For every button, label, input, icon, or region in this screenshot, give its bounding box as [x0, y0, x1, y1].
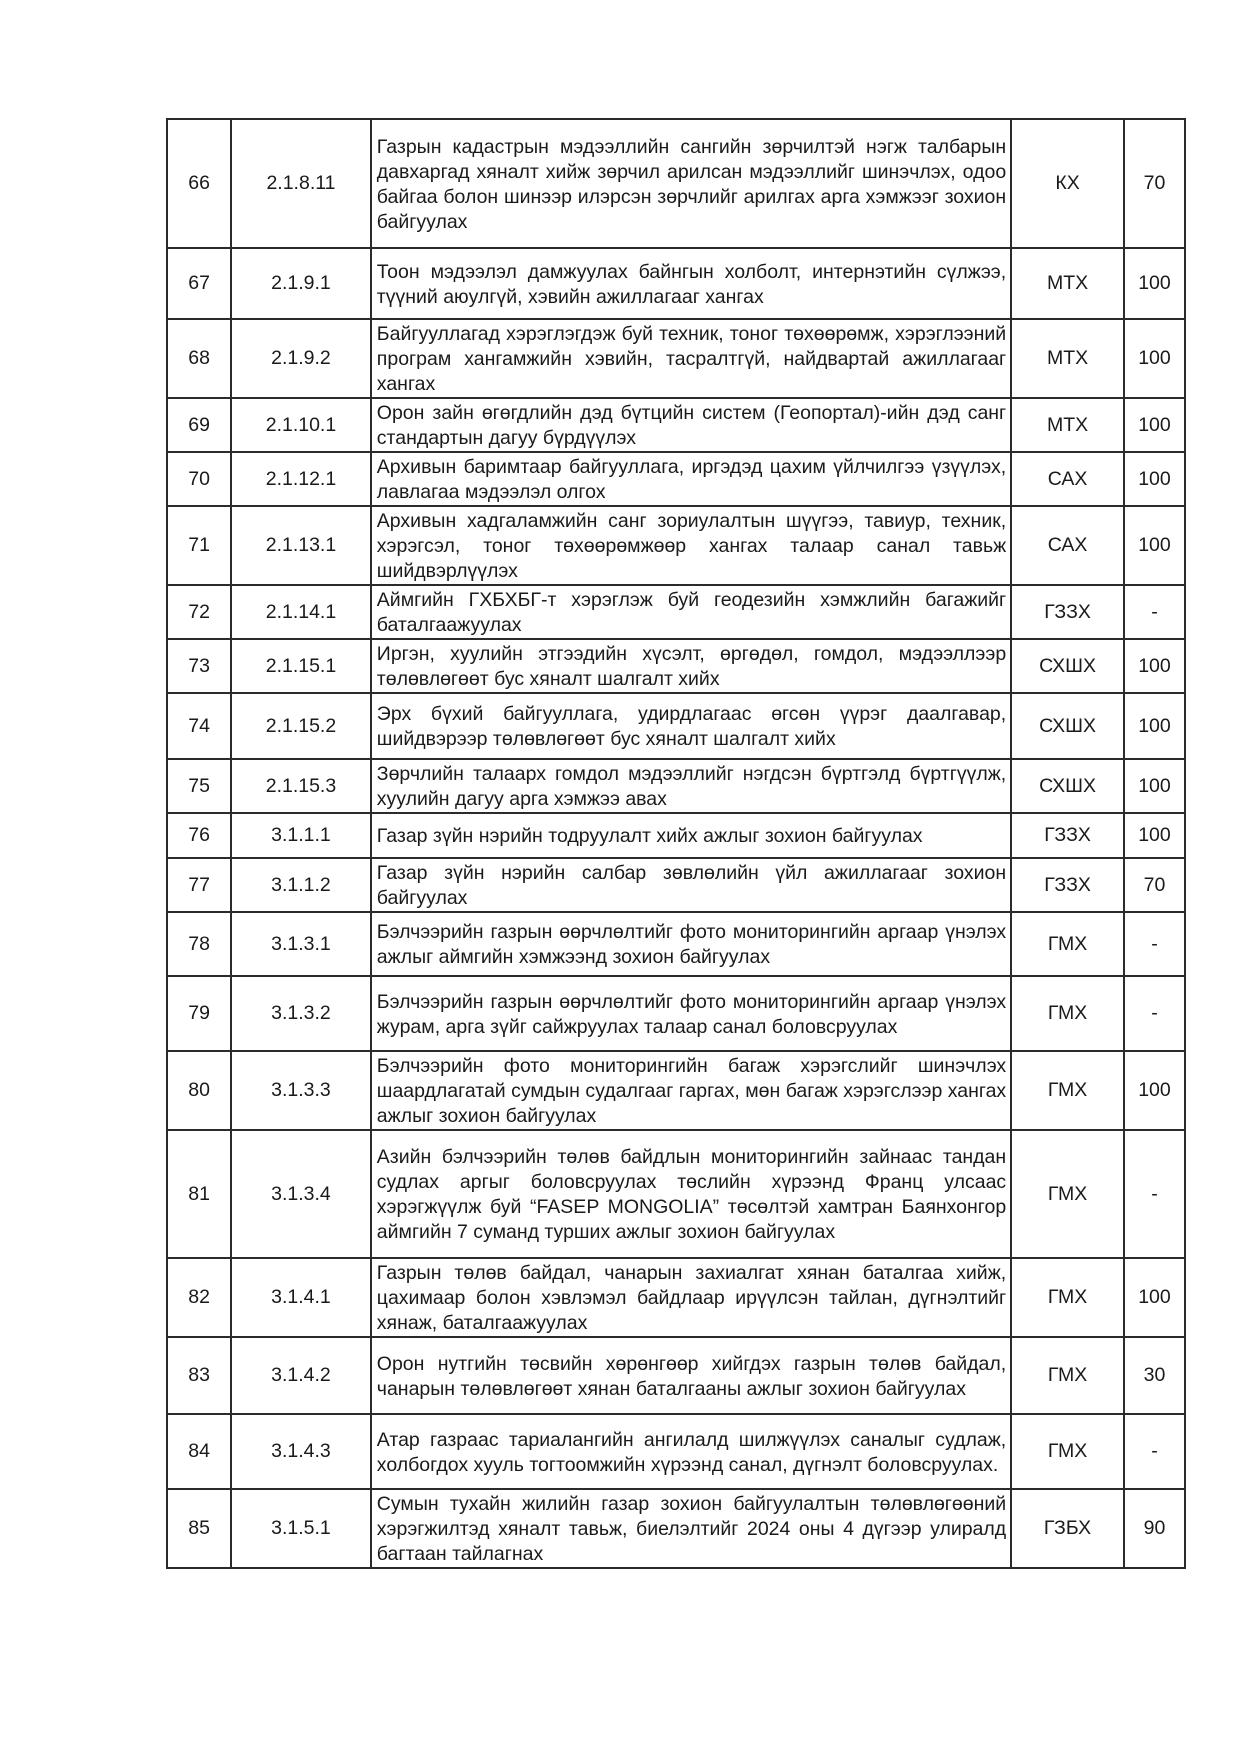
- completion-percent: 100: [1124, 813, 1185, 858]
- table-row: [167, 1258, 1185, 1337]
- row-number: 77: [167, 858, 231, 912]
- completion-percent: -: [1124, 976, 1185, 1051]
- row-number: 71: [167, 506, 231, 585]
- completion-percent: 100: [1124, 248, 1185, 319]
- table-row: [167, 912, 1185, 976]
- completion-percent: 100: [1124, 1051, 1185, 1130]
- row-number: 79: [167, 976, 231, 1051]
- table-body: [167, 119, 1185, 1568]
- completion-percent: 100: [1124, 1258, 1185, 1337]
- activity-code: 3.1.3.4: [231, 1130, 371, 1258]
- completion-percent: 70: [1124, 858, 1185, 912]
- completion-percent: 100: [1124, 759, 1185, 813]
- activity-description: Азийн бэлчээрийн төлөв байдлын мониторингийн зайнаас тандан судлах аргыг боловсруулах төслийн хүрээнд Франц улсаас хэрэгжүүлж буй “FASEP MONGOLIA” төсөлтэй хамтран Баянхонгор аймгийн 7 суманд турших ажлыг зохион байгуулах: [371, 1130, 1011, 1258]
- activity-description: Сумын тухайн жилийн газар зохион байгуулалтын төлөвлөгөөний хэрэгжилтэд хяналт тавьж, биелэлтийг 2024 оны 4 дүгээр улиралд багтаан тайлагнах: [371, 1489, 1011, 1568]
- table-row: [167, 506, 1185, 585]
- completion-percent: 100: [1124, 319, 1185, 398]
- row-number: 76: [167, 813, 231, 858]
- activity-description: Орон зайн өгөгдлийн дэд бүтцийн систем (Геопортал)-ийн дэд санг стандартын дагуу бүрдүүлэх: [371, 398, 1011, 452]
- responsible-unit: СХШХ: [1011, 639, 1124, 693]
- table-row: [167, 452, 1185, 506]
- table-row: [167, 858, 1185, 912]
- completion-percent: -: [1124, 1130, 1185, 1258]
- responsible-unit: ГМХ: [1011, 1337, 1124, 1414]
- table-row: [167, 976, 1185, 1051]
- completion-percent: 90: [1124, 1489, 1185, 1568]
- activity-code: 2.1.15.2: [231, 693, 371, 759]
- row-number: 66: [167, 119, 231, 248]
- completion-percent: -: [1124, 912, 1185, 976]
- completion-percent: 70: [1124, 119, 1185, 248]
- responsible-unit: ГЗЗХ: [1011, 813, 1124, 858]
- responsible-unit: ГМХ: [1011, 1258, 1124, 1337]
- row-number: 82: [167, 1258, 231, 1337]
- activity-code: 3.1.3.2: [231, 976, 371, 1051]
- row-number: 85: [167, 1489, 231, 1568]
- completion-percent: 100: [1124, 639, 1185, 693]
- responsible-unit: САХ: [1011, 506, 1124, 585]
- responsible-unit: ГЗЗХ: [1011, 858, 1124, 912]
- table-row: [167, 639, 1185, 693]
- responsible-unit: МТХ: [1011, 319, 1124, 398]
- activity-code: 2.1.13.1: [231, 506, 371, 585]
- table-row: [167, 319, 1185, 398]
- activity-description: Газрын кадастрын мэдээллийн сангийн зөрчилтэй нэгж талбарын давхаргад хяналт хийж зөрчил арилсан мэдээллийг шинэчлэх, одоо байгаа болон шинээр илэрсэн зөрчлийг арилгах арга хэмжээг зохион байгуулах: [371, 119, 1011, 248]
- responsible-unit: ГЗЗХ: [1011, 585, 1124, 639]
- row-number: 72: [167, 585, 231, 639]
- activity-description: Бэлчээрийн газрын өөрчлөлтийг фото мониторингийн аргаар үнэлэх журам, арга зүйг сайжруулах талаар санал боловсруулах: [371, 976, 1011, 1051]
- table-row: [167, 119, 1185, 248]
- activity-code: 3.1.3.3: [231, 1051, 371, 1130]
- action-plan-table: [166, 118, 1186, 1569]
- activity-description: Орон нутгийн төсвийн хөрөнгөөр хийгдэх газрын төлөв байдал, чанарын төлөвлөгөөт хянан баталгааны ажлыг зохион байгуулах: [371, 1337, 1011, 1414]
- row-number: 75: [167, 759, 231, 813]
- activity-code: 3.1.1.1: [231, 813, 371, 858]
- table-row: [167, 759, 1185, 813]
- activity-code: 2.1.14.1: [231, 585, 371, 639]
- completion-percent: 30: [1124, 1337, 1185, 1414]
- activity-description: Газар зүйн нэрийн тодруулалт хийх ажлыг зохион байгуулах: [371, 813, 1011, 858]
- activity-code: 2.1.9.2: [231, 319, 371, 398]
- activity-description: Тоон мэдээлэл дамжуулах байнгын холболт, интернэтийн сүлжээ, түүний аюулгүй, хэвийн ажиллагааг хангах: [371, 248, 1011, 319]
- responsible-unit: ГЗБХ: [1011, 1489, 1124, 1568]
- row-number: 73: [167, 639, 231, 693]
- activity-code: 2.1.8.11: [231, 119, 371, 248]
- responsible-unit: ГМХ: [1011, 976, 1124, 1051]
- activity-code: 3.1.3.1: [231, 912, 371, 976]
- activity-description: Байгууллагад хэрэглэгдэж буй техник, тоног төхөөрөмж, хэрэглээний програм хангамжийн хэвийн, тасралтгүй, найдвартай ажиллагааг хангах: [371, 319, 1011, 398]
- activity-description: Газрын төлөв байдал, чанарын захиалгат хянан баталгаа хийж, цахимаар болон хэвлэмэл байдлаар ирүүлсэн тайлан, дүгнэлтийг хянаж, баталгаажуулах: [371, 1258, 1011, 1337]
- activity-description: Бэлчээрийн фото мониторингийн багаж хэрэгслийг шинэчлэх шаардлагатай сумдын судалгааг гаргах, мөн багаж хэрэгслээр хангах ажлыг зохион байгуулах: [371, 1051, 1011, 1130]
- activity-description: Иргэн, хуулийн этгээдийн хүсэлт, өргөдөл, гомдол, мэдээллээр төлөвлөгөөт бус хяналт шалгалт хийх: [371, 639, 1011, 693]
- row-number: 80: [167, 1051, 231, 1130]
- responsible-unit: СХШХ: [1011, 693, 1124, 759]
- row-number: 70: [167, 452, 231, 506]
- table-row: [167, 693, 1185, 759]
- activity-description: Аймгийн ГХБХБГ-т хэрэглэж буй геодезийн хэмжлийн багажийг баталгаажуулах: [371, 585, 1011, 639]
- row-number: 83: [167, 1337, 231, 1414]
- row-number: 69: [167, 398, 231, 452]
- completion-percent: -: [1124, 585, 1185, 639]
- completion-percent: -: [1124, 1414, 1185, 1489]
- responsible-unit: СХШХ: [1011, 759, 1124, 813]
- activity-description: Эрх бүхий байгууллага, удирдлагаас өгсөн үүрэг даалгавар, шийдвэрээр төлөвлөгөөт бус хяналт шалгалт хийх: [371, 693, 1011, 759]
- responsible-unit: МТХ: [1011, 248, 1124, 319]
- table-row: [167, 248, 1185, 319]
- activity-code: 2.1.15.1: [231, 639, 371, 693]
- activity-code: 2.1.10.1: [231, 398, 371, 452]
- responsible-unit: КХ: [1011, 119, 1124, 248]
- document-page: [166, 118, 1186, 1569]
- activity-code: 2.1.9.1: [231, 248, 371, 319]
- responsible-unit: ГМХ: [1011, 1414, 1124, 1489]
- table-row: [167, 585, 1185, 639]
- activity-code: 2.1.12.1: [231, 452, 371, 506]
- table-row: [167, 1489, 1185, 1568]
- row-number: 81: [167, 1130, 231, 1258]
- row-number: 84: [167, 1414, 231, 1489]
- row-number: 68: [167, 319, 231, 398]
- responsible-unit: ГМХ: [1011, 912, 1124, 976]
- completion-percent: 100: [1124, 506, 1185, 585]
- row-number: 74: [167, 693, 231, 759]
- completion-percent: 100: [1124, 398, 1185, 452]
- table-row: [167, 1337, 1185, 1414]
- activity-code: 3.1.5.1: [231, 1489, 371, 1568]
- completion-percent: 100: [1124, 693, 1185, 759]
- activity-code: 3.1.4.2: [231, 1337, 371, 1414]
- row-number: 78: [167, 912, 231, 976]
- activity-description: Зөрчлийн талаарх гомдол мэдээллийг нэгдсэн бүртгэлд бүртгүүлж, хуулийн дагуу арга хэмжээ авах: [371, 759, 1011, 813]
- activity-code: 3.1.4.3: [231, 1414, 371, 1489]
- activity-description: Архивын баримтаар байгууллага, иргэдэд цахим үйлчилгээ үзүүлэх, лавлагаа мэдээлэл олгох: [371, 452, 1011, 506]
- table-row: [167, 1130, 1185, 1258]
- table-row: [167, 813, 1185, 858]
- table-row: [167, 1051, 1185, 1130]
- activity-code: 3.1.4.1: [231, 1258, 371, 1337]
- responsible-unit: ГМХ: [1011, 1130, 1124, 1258]
- activity-description: Бэлчээрийн газрын өөрчлөлтийг фото мониторингийн аргаар үнэлэх ажлыг аймгийн хэмжээнд зохион байгуулах: [371, 912, 1011, 976]
- responsible-unit: МТХ: [1011, 398, 1124, 452]
- activity-description: Архивын хадгаламжийн санг зориулалтын шүүгээ, тавиур, техник, хэрэгсэл, тоног төхөөрөмжөөр хангах талаар санал тавьж шийдвэрлүүлэх: [371, 506, 1011, 585]
- responsible-unit: САХ: [1011, 452, 1124, 506]
- completion-percent: 100: [1124, 452, 1185, 506]
- table-row: [167, 398, 1185, 452]
- row-number: 67: [167, 248, 231, 319]
- table-row: [167, 1414, 1185, 1489]
- activity-code: 2.1.15.3: [231, 759, 371, 813]
- responsible-unit: ГМХ: [1011, 1051, 1124, 1130]
- activity-description: Атар газраас тариалангийн ангилалд шилжүүлэх саналыг судлаж, холбогдох хууль тогтоомжийн хүрээнд санал, дүгнэлт боловсруулах.: [371, 1414, 1011, 1489]
- activity-description: Газар зүйн нэрийн салбар зөвлөлийн үйл ажиллагааг зохион байгуулах: [371, 858, 1011, 912]
- activity-code: 3.1.1.2: [231, 858, 371, 912]
